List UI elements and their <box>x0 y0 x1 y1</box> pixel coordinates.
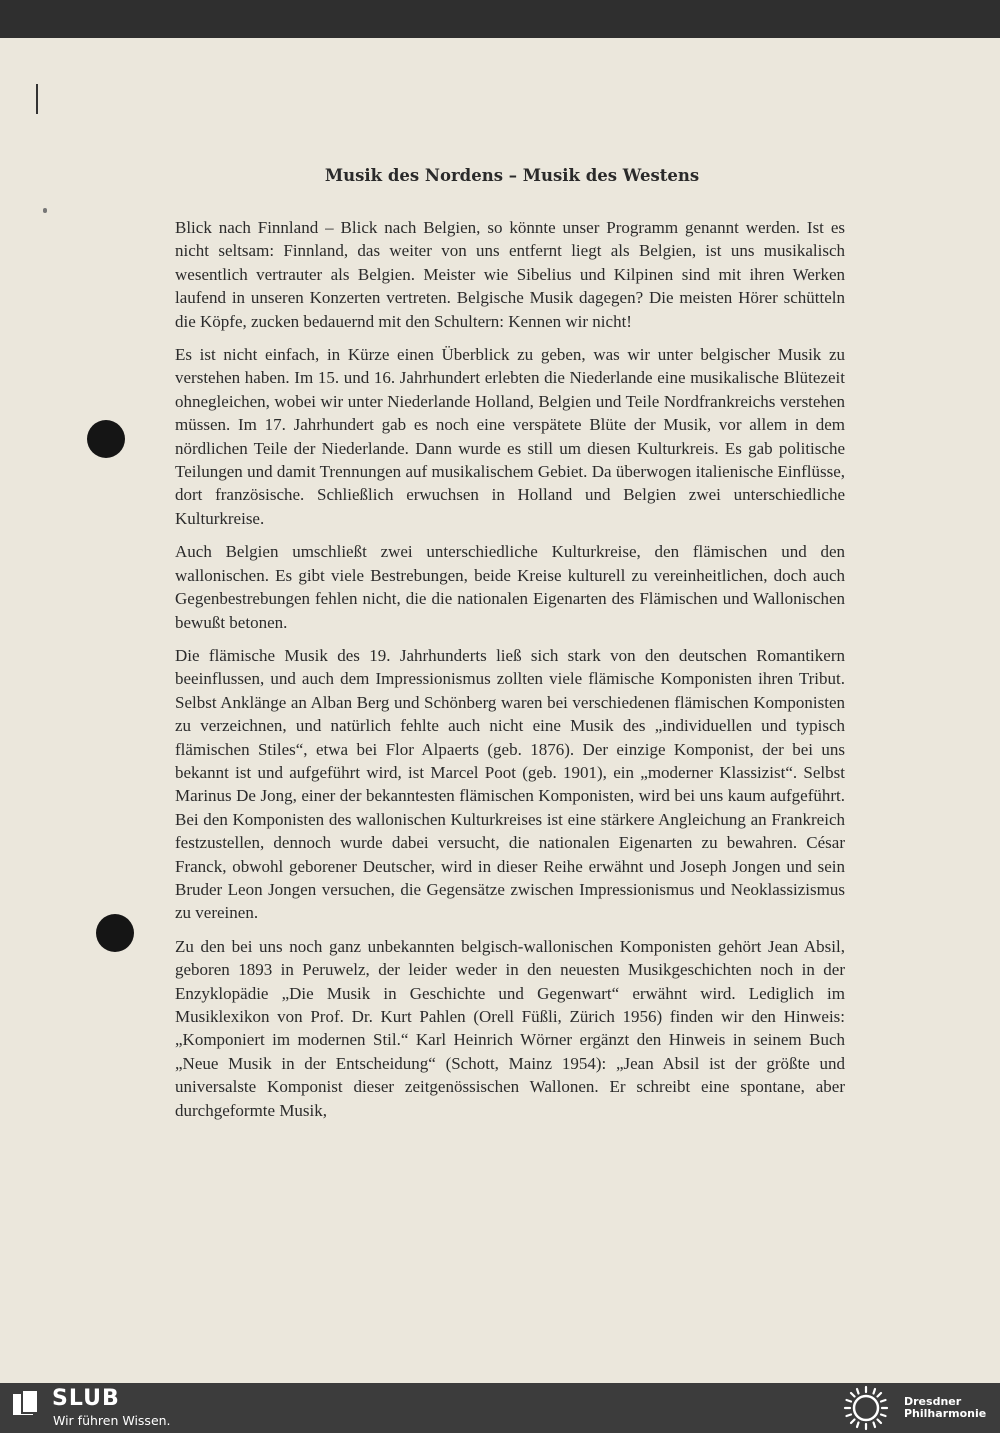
paragraph: Die flämische Musik des 19. Jahrhunderts ließ sich stark von den deutschen Romantikern beeinflussen, und auch dem Impressionismus zollten viele flämische Komponisten ihren Tribut. Selbst Anklänge an Alban Berg und Schönberg waren bei verschiedenen flämischen Komponisten zu verzeichnen, und natürlich fehlte auch nicht eine Musik des „individuellen und typisch flämischen Stiles“, etwa bei Flor Alpaerts (geb. 1876). Der einzige Komponist, der bei uns bekannt ist und aufgeführt wird, ist Marcel Poot (geb. 1901), ein „moderner Klassizist“. Selbst Marinus De Jong, einer der bekanntesten flämischen Komponisten, wird bei uns kaum aufgeführt. Bei den Komponisten des wallonischen Kulturkreises ist eine stärkere Angleichung an Frankreich festzustellen, dennoch wurde dabei versucht, die nationalen Eigenarten zu bewahren. César Franck, obwohl geborener Deutscher, wird in dieser Reihe erwähnt und Joseph Jongen und sein Bruder Leon Jongen versuchen, die Gegensätze zwischen Impressionismus und Neoklassizismus zu vereinen. <box>175 645 845 923</box>
paragraph: Auch Belgien umschließt zwei unterschiedliche Kulturkreise, den flämischen und den wallonischen. Es gibt viele Bestrebungen, beide Kreise kulturell zu vereinheitlichen, doch auch Gegenbestrebungen fehlen nicht, die die nationalen Eigenarten des Flämischen und Wallonischen bewußt betonen. <box>175 542 845 632</box>
philharmonie-name <box>904 1396 986 1420</box>
article-body <box>175 216 845 1132</box>
philharmonie-logo-icon <box>842 1385 890 1431</box>
library-name: SLUB <box>52 1386 120 1411</box>
scan-top-border <box>0 0 1000 38</box>
punch-hole <box>96 914 134 952</box>
paragraph: Zu den bei uns noch ganz unbekannten belgisch-wallonischen Komponisten gehört Jean Absil, geboren 1893 in Peruwelz, der leider weder in den neuesten Musikgeschichten noch in der Enzyklopädie „Die Musik in Geschichte und Gegenwart“ erwähnt wird. Lediglich im Musiklexikon von Prof. Dr. Kurt Pahlen (Orell Füßli, Zürich 1956) finden wir den Hinweis: „Komponiert im modernen Stil.“ Karl Heinrich Wörner ergänzt den Hinweis in seinem Buch „Neue Musik in der Entscheidung“ (Schott, Mainz 1954): „Jean Absil ist der größte und universalste Komponist dieser zeitgenössischen Wallonen. Er schreibt eine spontane, aber durchgeformte Musik, <box>175 936 845 1120</box>
philharmonie-name-line2: Philharmonie <box>904 1407 987 1420</box>
punch-hole <box>87 420 125 458</box>
footer-bar <box>0 1383 1000 1433</box>
document-page <box>0 38 1000 1383</box>
philharmonie-name-line1: Dresdner <box>904 1395 962 1408</box>
library-tagline: Wir führen Wissen. <box>53 1413 171 1428</box>
margin-dot <box>43 208 47 213</box>
slub-logo-icon <box>12 1389 40 1417</box>
margin-mark <box>36 84 38 114</box>
paragraph: Es ist nicht einfach, in Kürze einen Überblick zu geben, was wir unter belgischer Musik zu verstehen haben. Im 15. und 16. Jahrhundert erlebten die Niederlande eine musikalische Blütezeit ohnegleichen, wobei wir unter Niederlande Holland, Belgien und Teile Nordfrankreichs verstehen müssen. Im 17. Jahrhundert gab es noch eine verspätete Blüte der Musik, vor allem in dem nördlichen Teile der Niederlande. Dann wurde es still um diesen Kulturkreis. Es gab politische Teilungen und damit Trennungen auf musikalischem Gebiet. Da überwogen italienische Einflüsse, dort französische. Schließlich erwuchsen in Holland und Belgien zwei unterschiedliche Kulturkreise. <box>175 345 845 528</box>
page-title: Musik des Nordens – Musik des Westens <box>324 166 700 185</box>
paragraph: Blick nach Finnland – Blick nach Belgien, so könnte unser Programm genannt werden. Ist es nicht seltsam: Finnland, das weiter von uns entfernt liegt als Belgien, ist uns musikalisch wesentlich vertrauter als Belgien. Meister wie Sibelius und Kilpinen sind mit ihren Werken laufend in unseren Konzerten vertreten. Belgische Musik dagegen? Die meisten Hörer schütteln die Köpfe, zucken bedauernd mit den Schultern: Kennen wir nicht! <box>175 218 845 331</box>
